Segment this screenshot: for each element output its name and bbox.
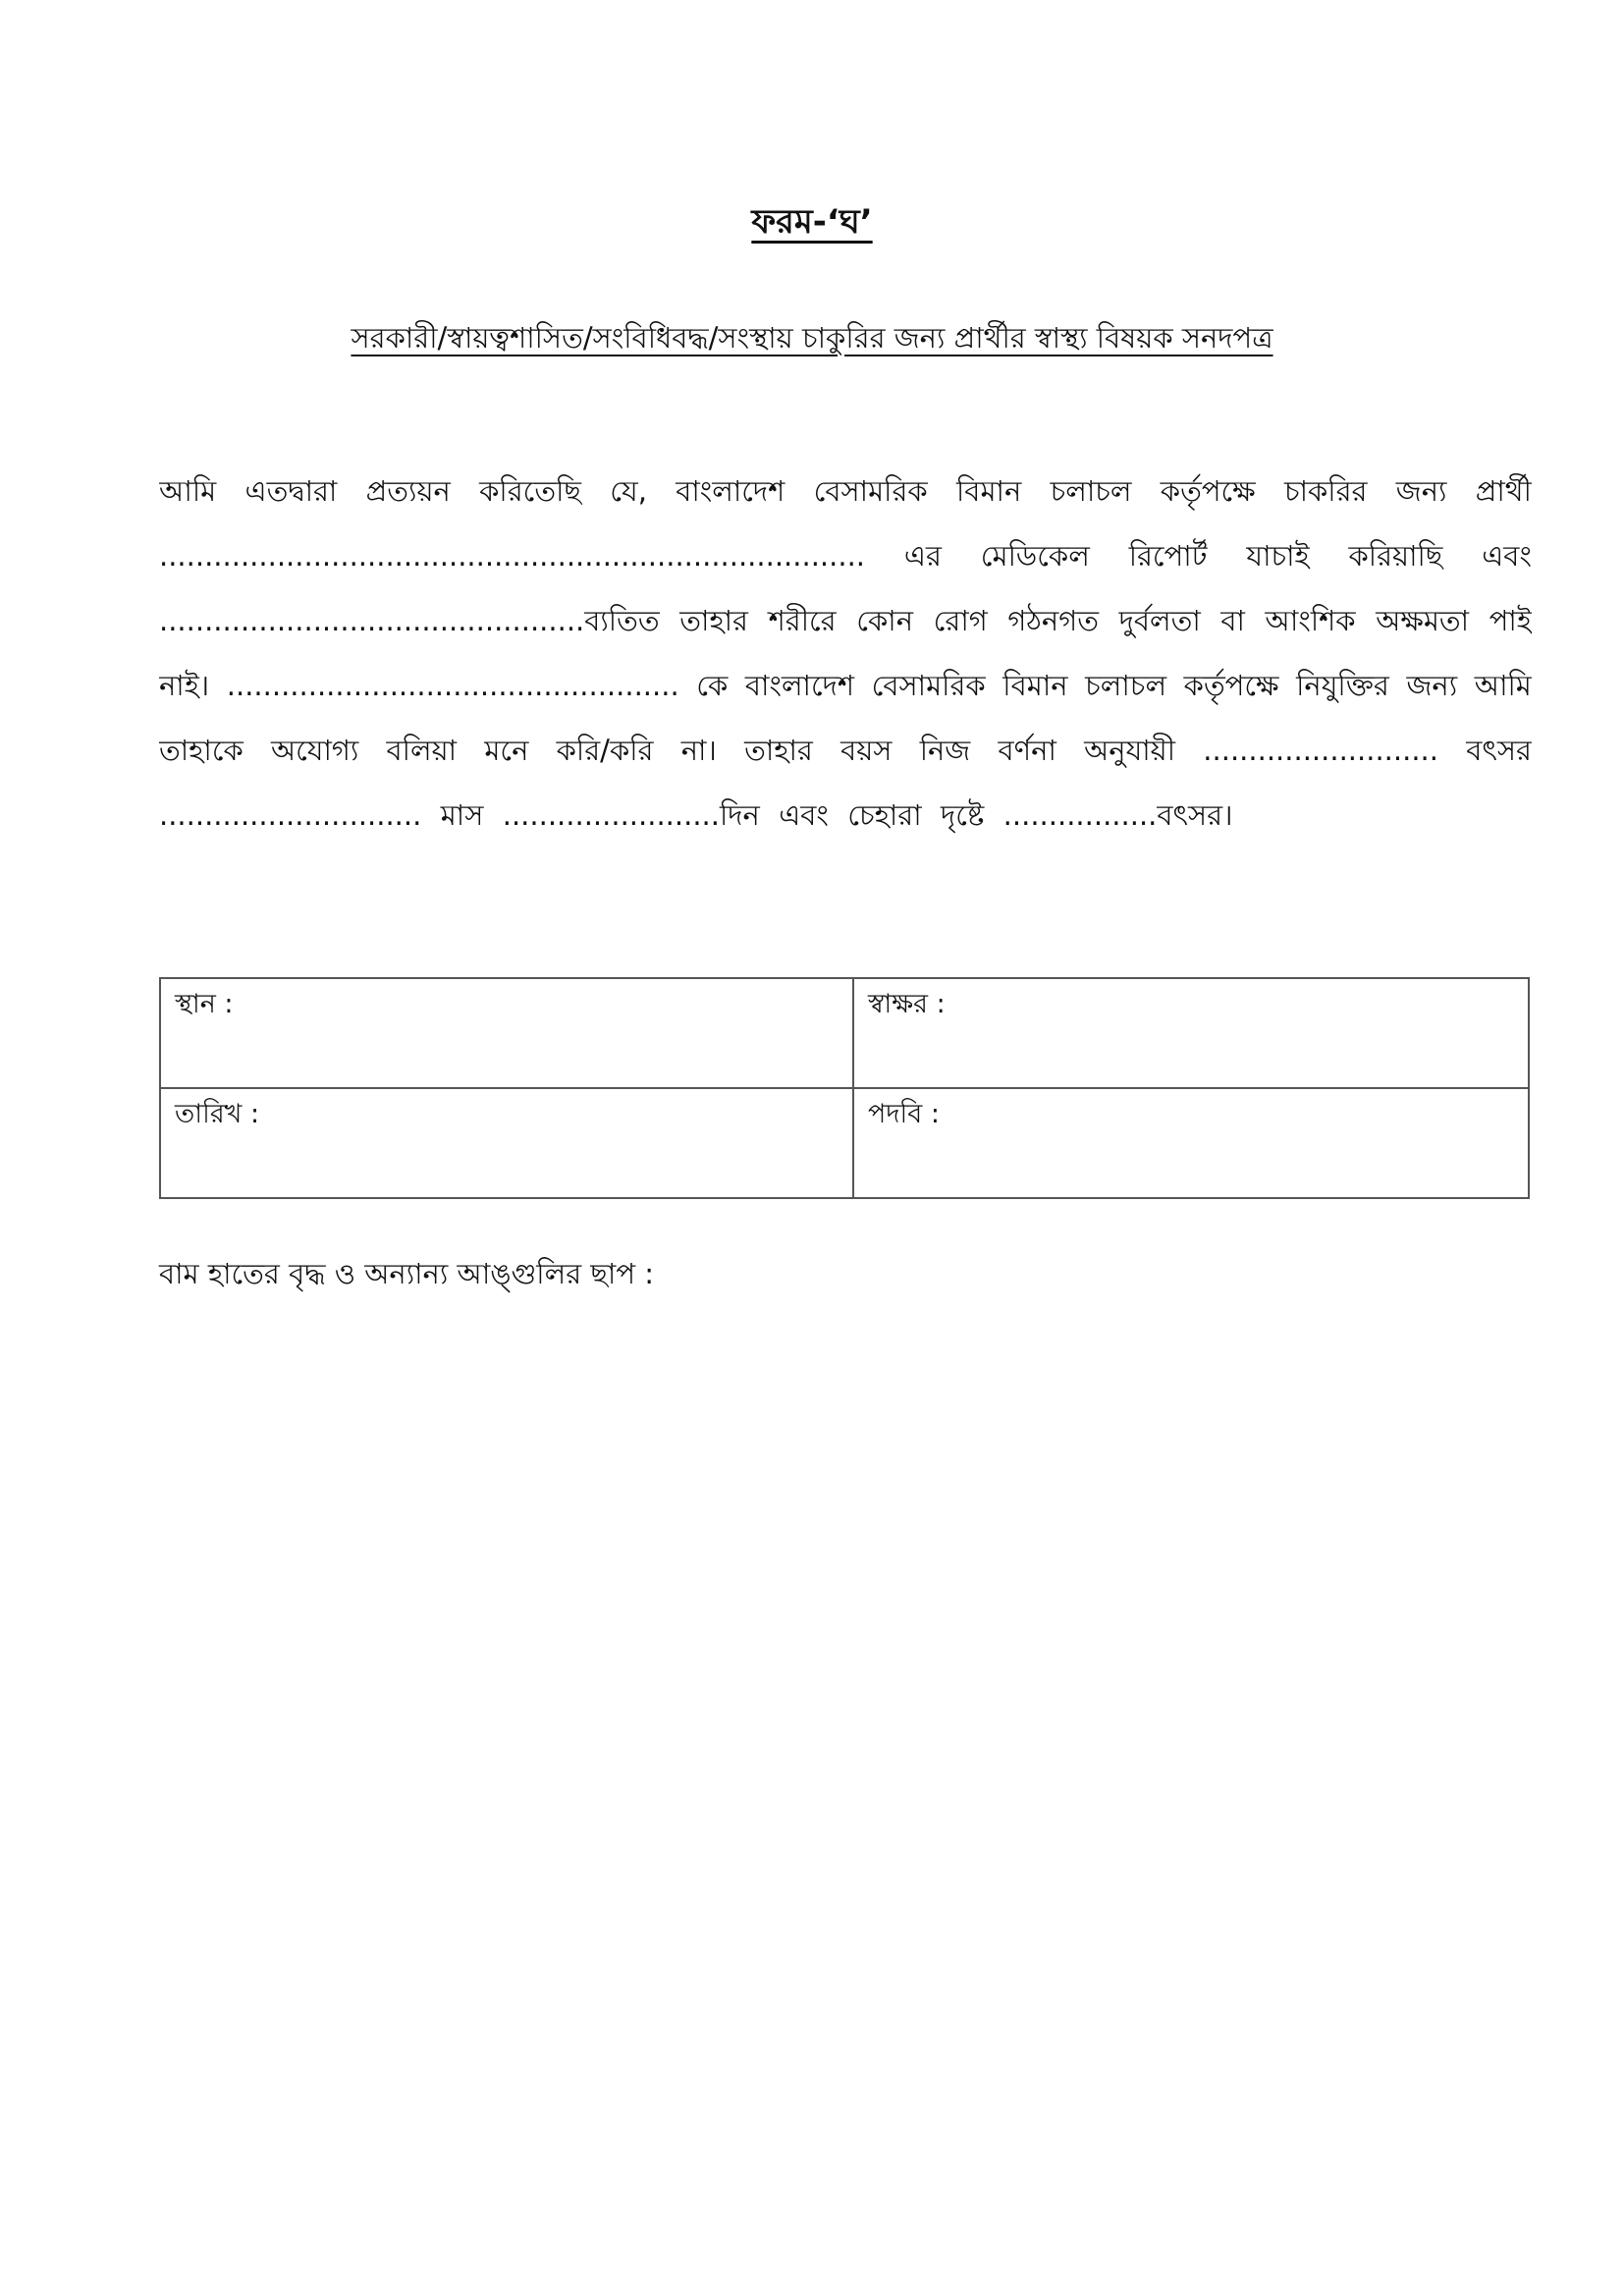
candidate-name-blank: ..............................................................................: [159, 539, 866, 573]
word: বাংলাদেশ: [744, 669, 855, 702]
fingerprint-label: বাম হাতের বৃদ্ধ ও অন্যান্য আঙ্গুলির ছাপ :: [159, 1257, 655, 1290]
word: আংশিক: [1265, 604, 1356, 637]
word: করি/করি: [556, 734, 654, 767]
word: কর্তৃপক্ষে: [1183, 669, 1279, 702]
designation-label: পদবি :: [868, 1099, 940, 1129]
word: প্রার্থী: [1475, 474, 1532, 508]
exception-blank: ...............................................ব্যতিত: [159, 604, 660, 637]
age-days-blank: ........................দিন: [502, 798, 760, 832]
certificate-line-2: [159, 534, 1532, 577]
candidate-blank: ..................................................: [226, 669, 679, 702]
word: বেসামরিক: [813, 474, 928, 508]
word: যে,: [610, 474, 647, 508]
word: চলাচল: [1050, 474, 1132, 508]
word: এর: [903, 539, 942, 573]
certificate-line-3: [159, 599, 1532, 642]
certificate-line-6: [159, 793, 1532, 837]
age-months-blank: .............................: [159, 798, 422, 832]
certificate-line-5: [159, 729, 1532, 772]
certificate-line-4: [159, 664, 1532, 707]
word: জন্য: [1406, 669, 1458, 702]
word: যাচাই: [1246, 539, 1310, 573]
designation-cell[interactable]: [853, 1088, 1529, 1198]
word: আমি: [1474, 669, 1532, 702]
age-years-blank: ..........................: [1203, 734, 1438, 767]
signature-table: [159, 977, 1530, 1199]
word: মেডিকেল: [980, 539, 1090, 573]
word: নিজ: [919, 734, 971, 767]
word: নাই।: [159, 669, 210, 702]
apparent-age-blank: .................বৎসর।: [1002, 798, 1233, 832]
form-subtitle: সরকারী/স্বায়ত্বশাসিত/সংবিধিবদ্ধ/সংস্থায় চাকুরির জন্য প্রার্থীর স্বাস্থ্য বিষয়ক সনদপত্র: [351, 321, 1273, 355]
word: এবং: [779, 798, 829, 832]
word: কোন: [856, 604, 914, 637]
word: চেহারা: [847, 798, 922, 832]
word: রোগ: [933, 604, 988, 637]
table-row: [160, 978, 1529, 1088]
table-row: [160, 1088, 1529, 1198]
word: রিপোর্ট: [1128, 539, 1208, 573]
word: বলিয়া: [386, 734, 458, 767]
word: এতদ্বারা: [244, 474, 338, 508]
word: আমি: [159, 474, 217, 508]
word: মাস: [440, 798, 484, 832]
word: বেসামরিক: [871, 669, 986, 702]
word: চাকরির: [1283, 474, 1368, 508]
word: বা: [1220, 604, 1245, 637]
word: বয়স: [840, 734, 893, 767]
word: তাহার: [679, 604, 749, 637]
place-label: স্থান :: [175, 989, 234, 1019]
word: তাহাকে: [159, 734, 244, 767]
word: করিয়াছি: [1348, 539, 1443, 573]
word: নিযুক্তির: [1296, 669, 1389, 702]
word: বিমান: [956, 474, 1022, 508]
word: গঠনগত: [1007, 604, 1099, 637]
word: বৎসর: [1466, 734, 1532, 767]
word: চলাচল: [1085, 669, 1167, 702]
word: মনে: [484, 734, 529, 767]
signature-label: স্বাক্ষর :: [868, 989, 946, 1019]
certificate-line-1: [159, 469, 1532, 513]
word: প্রত্যয়ন: [365, 474, 451, 508]
word: এবং: [1482, 539, 1532, 573]
word: করিতেছি: [479, 474, 581, 508]
word: পাই: [1489, 604, 1532, 637]
word: অক্ষমতা: [1376, 604, 1470, 637]
form-title: ফরম-‘ঘ’: [751, 202, 873, 242]
word: কর্তৃপক্ষে: [1160, 474, 1256, 508]
word: শরীরে: [768, 604, 837, 637]
word: অযোগ্য: [271, 734, 359, 767]
word: তাহার: [744, 734, 813, 767]
word: বর্ণনা: [998, 734, 1056, 767]
word: না।: [680, 734, 717, 767]
signature-cell[interactable]: [853, 978, 1529, 1088]
place-cell[interactable]: [160, 978, 853, 1088]
date-label: তারিখ :: [175, 1099, 260, 1129]
word: বাংলাদেশ: [676, 474, 785, 508]
word: দৃষ্টে: [941, 798, 985, 832]
date-cell[interactable]: [160, 1088, 853, 1198]
word: কে: [696, 669, 729, 702]
word: অনুযায়ী: [1084, 734, 1176, 767]
word: দুর্বলতা: [1118, 604, 1201, 637]
word: জন্য: [1395, 474, 1447, 508]
word: বিমান: [1002, 669, 1068, 702]
